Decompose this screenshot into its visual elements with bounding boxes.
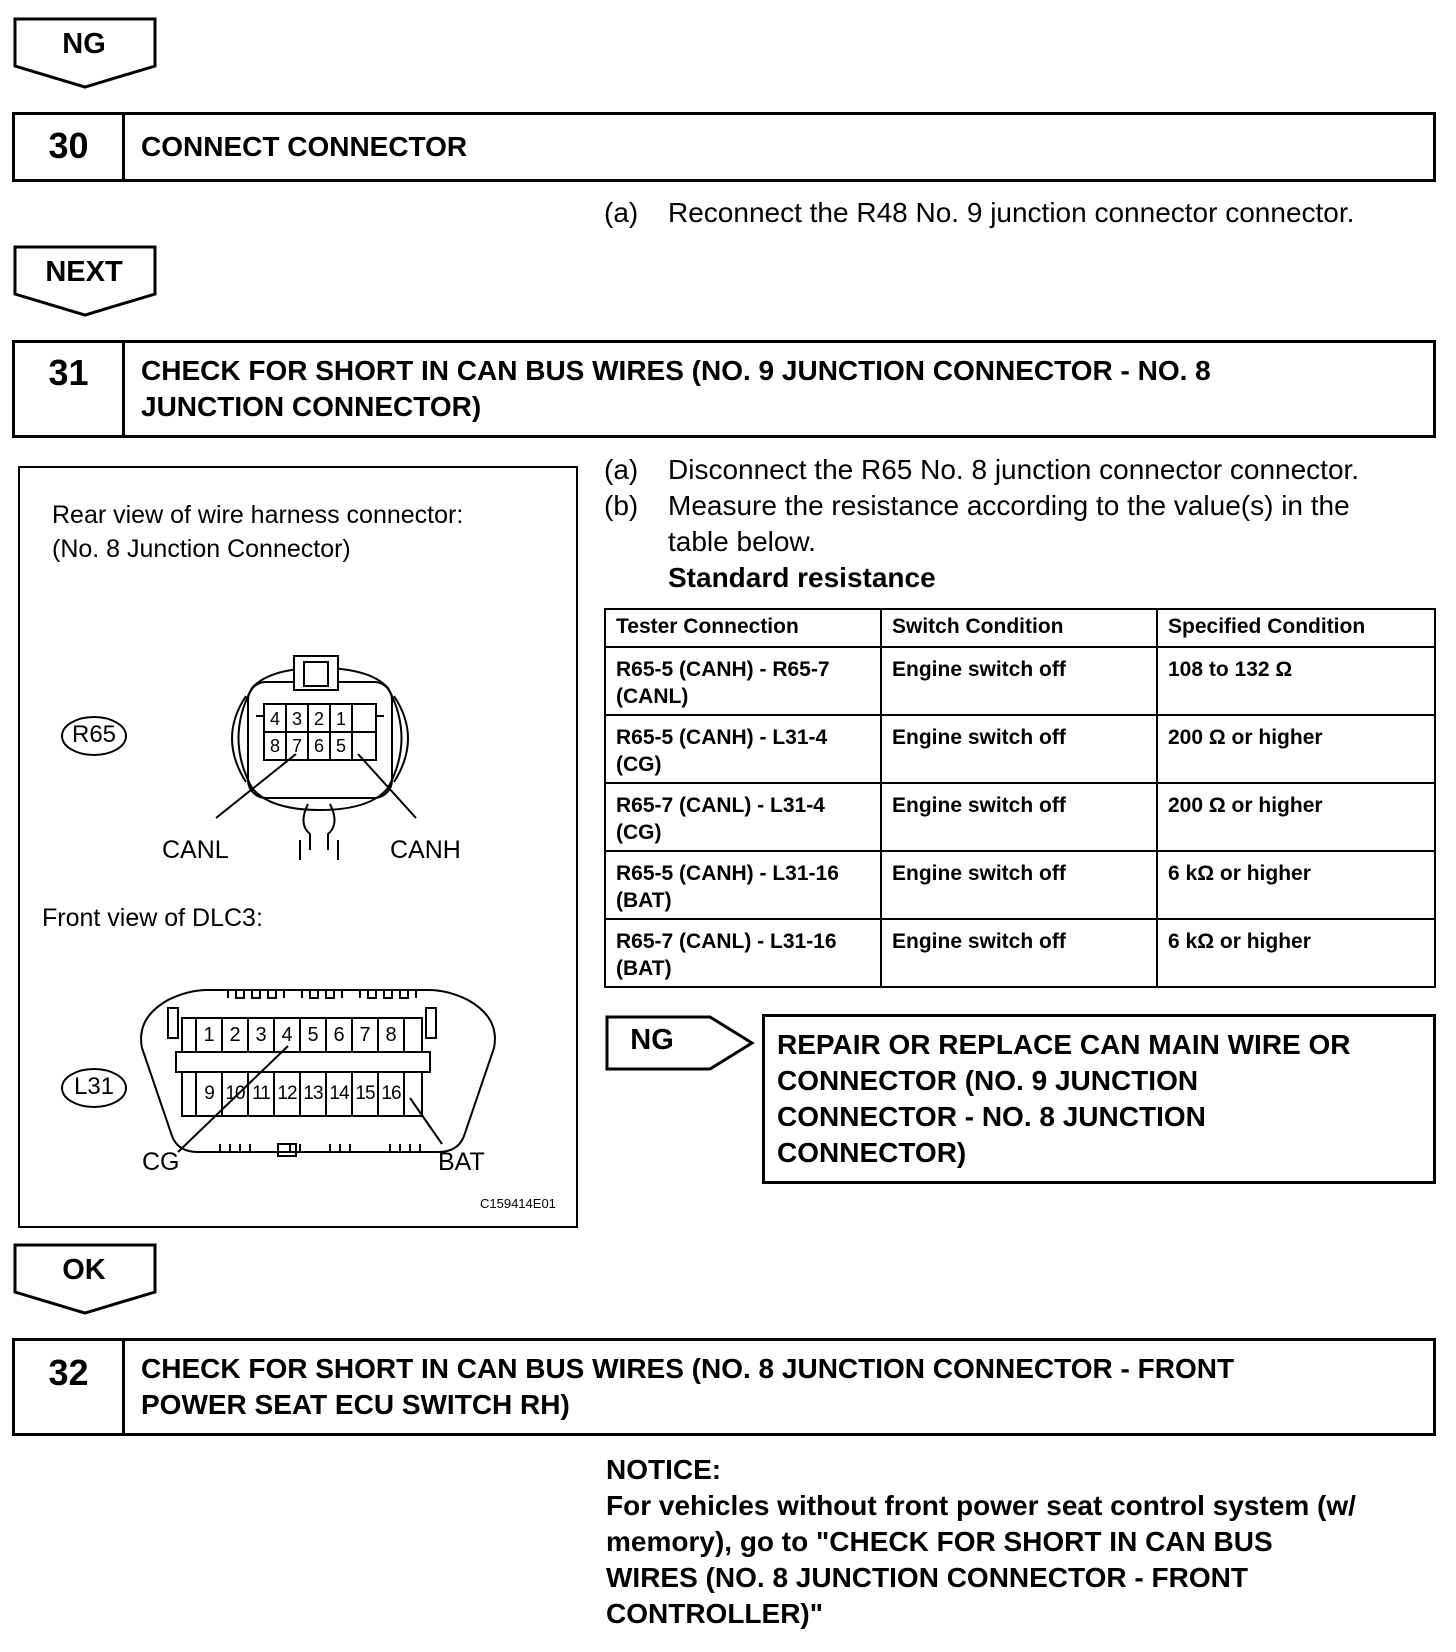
item-marker: (b) — [604, 490, 639, 521]
pin-label: 8 — [385, 1024, 397, 1046]
bat-leader — [410, 1098, 442, 1144]
switch-condition-cell: Engine switch off — [881, 919, 1157, 987]
bat-label: BAT — [438, 1148, 485, 1176]
pin-label: 14 — [329, 1083, 349, 1104]
pin-label: 1 — [203, 1024, 215, 1046]
pin-label: 5 — [335, 736, 346, 756]
step-title-line: JUNCTION CONNECTOR) — [141, 391, 482, 422]
pin-label: 2 — [229, 1024, 241, 1046]
pin-label: 6 — [333, 1024, 345, 1046]
step-title — [141, 353, 1413, 425]
pin-label: 6 — [313, 736, 324, 756]
specified-condition-cell: 6 kΩ or higher — [1157, 851, 1435, 919]
tester-connection-cell — [605, 783, 881, 851]
item-text-line: Measure the resistance according to the value(s) in the — [668, 490, 1350, 521]
cell-line: (BAT) — [616, 889, 672, 912]
cg-label: CG — [142, 1148, 180, 1176]
action-line: CONNECTOR - NO. 8 JUNCTION — [777, 1101, 1206, 1132]
specified-condition-cell: 200 Ω or higher — [1157, 715, 1435, 783]
action-line: REPAIR OR REPLACE CAN MAIN WIRE OR — [777, 1029, 1351, 1060]
pin-label: 16 — [381, 1083, 401, 1104]
pin-label: 12 — [277, 1083, 297, 1104]
pin-label: 13 — [303, 1083, 323, 1104]
dlc-pin-row-bottom — [196, 1080, 404, 1108]
step-number: 32 — [15, 1341, 125, 1433]
action-line: CONNECTOR) — [777, 1137, 967, 1168]
step-title-line: CHECK FOR SHORT IN CAN BUS WIRES (NO. 9 JUNCTION CONNECTOR - NO. 8 — [141, 355, 1211, 386]
step-30-header — [12, 112, 1436, 182]
item-text-line: table below. — [668, 526, 816, 557]
tester-connection-cell — [605, 647, 881, 715]
ng-flag-result — [604, 1014, 756, 1072]
notice-line: memory), go to "CHECK FOR SHORT IN CAN BUS — [606, 1526, 1273, 1557]
step-30-item-a — [604, 195, 1434, 235]
table-header-row — [605, 609, 1435, 647]
cell-line: R65-5 (CANH) - R65-7 — [616, 658, 830, 681]
standard-resistance-table — [604, 608, 1436, 988]
tester-connection-cell — [605, 715, 881, 783]
specified-condition-cell: 200 Ω or higher — [1157, 783, 1435, 851]
next-flag — [12, 244, 158, 318]
column-header: Switch Condition — [881, 609, 1157, 647]
pin-label: 8 — [269, 736, 280, 756]
item-text — [668, 488, 1350, 560]
notice-line: For vehicles without front power seat control system (w/ — [606, 1490, 1356, 1521]
step-number: 30 — [15, 115, 125, 179]
switch-condition-cell: Engine switch off — [881, 783, 1157, 851]
table-row — [605, 783, 1435, 851]
step-31-item-b — [604, 488, 1434, 560]
pin-label: 7 — [291, 736, 302, 756]
figure-caption-line: (No. 8 Junction Connector) — [52, 535, 351, 563]
ng-flag-top — [12, 16, 158, 90]
pin-label: 3 — [291, 709, 302, 729]
column-header: Specified Condition — [1157, 609, 1435, 647]
item-text: Reconnect the R48 No. 9 junction connector connector. — [668, 197, 1355, 228]
figure-caption-line: Rear view of wire harness connector: — [52, 501, 464, 529]
l31-tag: L31 — [73, 1073, 115, 1100]
column-header: Tester Connection — [605, 609, 881, 647]
pin-label: 9 — [204, 1083, 214, 1104]
next-label: NEXT — [45, 256, 123, 288]
cell-line: R65-5 (CANH) - L31-4 — [616, 726, 828, 749]
step-title-line: CHECK FOR SHORT IN CAN BUS WIRES (NO. 8 JUNCTION CONNECTOR - FRONT — [141, 1353, 1235, 1384]
notice — [606, 1452, 1436, 1632]
cell-line: R65-7 (CANL) - L31-4 — [616, 794, 825, 817]
pin-label: 7 — [359, 1024, 371, 1046]
dlc-caption: Front view of DLC3: — [42, 904, 263, 932]
step-title — [141, 1351, 1413, 1423]
pin-label: 3 — [255, 1024, 267, 1046]
specified-condition-cell: 6 kΩ or higher — [1157, 919, 1435, 987]
step-title-line: POWER SEAT ECU SWITCH RH) — [141, 1389, 570, 1420]
action-line: CONNECTOR (NO. 9 JUNCTION — [777, 1065, 1199, 1096]
standard-resistance-label: Standard resistance — [668, 562, 936, 593]
dlc-pin-row-top — [196, 1021, 404, 1049]
pin-label: 5 — [307, 1024, 319, 1046]
step-31-header — [12, 340, 1436, 438]
notice-line: CONTROLLER)" — [606, 1598, 824, 1629]
cell-line: (CG) — [616, 753, 662, 776]
table-row — [605, 715, 1435, 783]
switch-condition-cell: Engine switch off — [881, 851, 1157, 919]
dlc3-connector-drawing — [20, 468, 576, 1226]
notice-heading: NOTICE: — [606, 1454, 722, 1485]
cell-line: (CG) — [616, 821, 662, 844]
notice-line: WIRES (NO. 8 JUNCTION CONNECTOR - FRONT — [606, 1562, 1248, 1593]
specified-condition-cell: 108 to 132 Ω — [1157, 647, 1435, 715]
step-number: 31 — [15, 343, 125, 435]
table-row — [605, 851, 1435, 919]
item-text: Disconnect the R65 No. 8 junction connector connector. — [668, 454, 1360, 485]
cell-line: (BAT) — [616, 957, 672, 980]
r65-tag: R65 — [71, 721, 117, 748]
item-marker: (a) — [604, 197, 639, 228]
pin-label: 4 — [281, 1024, 293, 1046]
connector-figure — [18, 466, 578, 1228]
figure-id: C159414E01 — [480, 1196, 556, 1211]
cell-line: R65-5 (CANH) - L31-16 — [616, 862, 839, 885]
table-row — [605, 647, 1435, 715]
ok-label: OK — [62, 1254, 106, 1286]
switch-condition-cell: Engine switch off — [881, 647, 1157, 715]
tester-connection-cell — [605, 851, 881, 919]
ng-label: NG — [630, 1024, 674, 1056]
ng-label: NG — [62, 28, 106, 60]
item-marker: (a) — [604, 454, 639, 485]
cell-line: R65-7 (CANL) - L31-16 — [616, 930, 837, 953]
step-32-header — [12, 1338, 1436, 1436]
cell-line: (CANL) — [616, 685, 689, 708]
step-31-item-a — [604, 452, 1434, 488]
pin-label: 4 — [269, 709, 280, 729]
canh-label: CANH — [390, 836, 461, 864]
pin-label: 1 — [335, 709, 346, 729]
table-row — [605, 919, 1435, 987]
pin-label: 15 — [355, 1083, 375, 1104]
pin-label: 11 — [252, 1083, 270, 1104]
pin-label: 10 — [225, 1083, 245, 1104]
tester-connection-cell — [605, 919, 881, 987]
repair-action-box — [762, 1014, 1436, 1184]
pin-label: 2 — [313, 709, 324, 729]
step-title: CONNECT CONNECTOR — [141, 131, 468, 162]
canl-label: CANL — [162, 836, 229, 864]
ok-flag — [12, 1242, 158, 1316]
switch-condition-cell: Engine switch off — [881, 715, 1157, 783]
